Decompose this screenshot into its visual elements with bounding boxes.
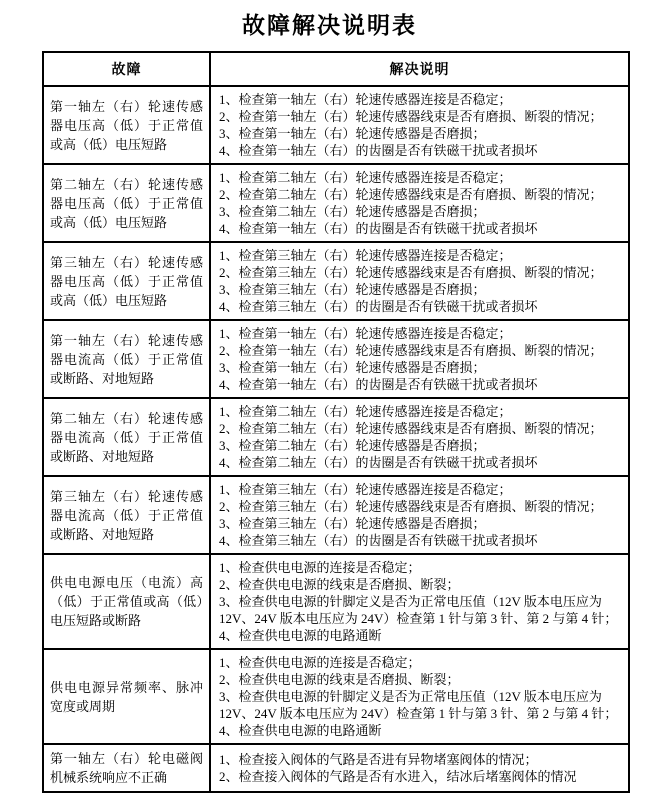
fault-cell: 第二轴左（右）轮速传感器电流高（低）于正常值或断路、对地短路 bbox=[43, 398, 210, 476]
solution-cell bbox=[210, 86, 629, 164]
solution-line: 1、检查供电电源的连接是否稳定； bbox=[219, 560, 421, 575]
solution-line: 1、检查接入阀体的气路是否进有异物堵塞阀体的情况； bbox=[219, 752, 538, 767]
solution-line: 4、检查第一轴左（右）的齿圈是否有铁磁干扰或者损坏 bbox=[219, 377, 538, 392]
solution-line: 4、检查供电电源的电路通断 bbox=[219, 723, 382, 738]
solution-line: 4、检查第三轴左（右）的齿圈是否有铁磁干扰或者损坏 bbox=[219, 299, 538, 314]
solution-line: 3、检查第二轴左（右）轮速传感器是否磨损； bbox=[219, 438, 486, 453]
column-header-fault: 故障 bbox=[43, 52, 210, 86]
fault-cell: 第一轴左（右）轮速传感器电压高（低）于正常值或高（低）电压短路 bbox=[43, 86, 210, 164]
solution-line: 3、检查供电电源的针脚定义是否为正常电压值（12V 版本电压应为 12V、24V 版本电压应为 24V）检查第 1 针与第 3 针、第 2 与第 4 针； bbox=[219, 594, 618, 626]
solution-line: 2、检查接入阀体的气路是否有水进入，结冰后堵塞阀体的情况 bbox=[219, 769, 577, 784]
solution-line: 2、检查第三轴左（右）轮速传感器线束是否有磨损、断裂的情况； bbox=[219, 265, 603, 280]
solution-cell bbox=[210, 744, 629, 792]
solution-line: 1、检查供电电源的连接是否稳定； bbox=[219, 655, 421, 670]
solution-line: 3、检查第三轴左（右）轮速传感器是否磨损； bbox=[219, 282, 486, 297]
solution-line: 2、检查第二轴左（右）轮速传感器线束是否有磨损、断裂的情况； bbox=[219, 187, 603, 202]
solution-line: 2、检查第二轴左（右）轮速传感器线束是否有磨损、断裂的情况； bbox=[219, 421, 603, 436]
solution-cell bbox=[210, 476, 629, 554]
solution-line: 3、检查第一轴左（右）轮速传感器是否磨损； bbox=[219, 360, 486, 375]
table-row bbox=[43, 744, 629, 792]
solution-line: 4、检查第二轴左（右）的齿圈是否有铁磁干扰或者损坏 bbox=[219, 455, 538, 470]
solution-line: 3、检查第三轴左（右）轮速传感器是否磨损； bbox=[219, 516, 486, 531]
fault-cell: 第三轴左（右）轮速传感器电压高（低）于正常值或高（低）电压短路 bbox=[43, 242, 210, 320]
fault-resolution-table bbox=[42, 51, 630, 793]
solution-line: 3、检查第二轴左（右）轮速传感器是否磨损； bbox=[219, 204, 486, 219]
solution-line: 2、检查第三轴左（右）轮速传感器线束是否有磨损、断裂的情况； bbox=[219, 499, 603, 514]
solution-line: 1、检查第一轴左（右）轮速传感器连接是否稳定； bbox=[219, 326, 512, 341]
solution-cell bbox=[210, 242, 629, 320]
solution-line: 2、检查供电电源的线束是否磨损、断裂； bbox=[219, 672, 460, 687]
solution-line: 2、检查供电电源的线束是否磨损、断裂； bbox=[219, 577, 460, 592]
solution-line: 2、检查第一轴左（右）轮速传感器线束是否有磨损、断裂的情况； bbox=[219, 109, 603, 124]
fault-cell: 第三轴左（右）轮速传感器电流高（低）于正常值或断路、对地短路 bbox=[43, 476, 210, 554]
fault-cell: 第一轴左（右）轮速传感器电流高（低）于正常值或断路、对地短路 bbox=[43, 320, 210, 398]
solution-cell bbox=[210, 554, 629, 649]
solution-line: 1、检查第二轴左（右）轮速传感器连接是否稳定； bbox=[219, 404, 512, 419]
solution-line: 1、检查第二轴左（右）轮速传感器连接是否稳定； bbox=[219, 170, 512, 185]
fault-cell: 第二轴左（右）轮速传感器电压高（低）于正常值或高（低）电压短路 bbox=[43, 164, 210, 242]
column-header-solution: 解决说明 bbox=[210, 52, 629, 86]
table-row bbox=[43, 476, 629, 554]
solution-line: 3、检查供电电源的针脚定义是否为正常电压值（12V 版本电压应为 12V、24V 版本电压应为 24V）检查第 1 针与第 3 针、第 2 与第 4 针； bbox=[219, 689, 618, 721]
solution-line: 1、检查第三轴左（右）轮速传感器连接是否稳定； bbox=[219, 482, 512, 497]
table-body bbox=[43, 86, 629, 792]
solution-line: 4、检查第一轴左（右）的齿圈是否有铁磁干扰或者损坏 bbox=[219, 221, 538, 236]
table-row bbox=[43, 320, 629, 398]
fault-cell: 供电电源异常频率、脉冲宽度或周期 bbox=[43, 649, 210, 744]
solution-line: 1、检查第三轴左（右）轮速传感器连接是否稳定； bbox=[219, 248, 512, 263]
solution-line: 1、检查第一轴左（右）轮速传感器连接是否稳定； bbox=[219, 92, 512, 107]
page-title: 故障解决说明表 bbox=[242, 13, 417, 38]
table-row bbox=[43, 164, 629, 242]
solution-cell bbox=[210, 320, 629, 398]
solution-cell bbox=[210, 649, 629, 744]
solution-cell bbox=[210, 398, 629, 476]
table-row bbox=[43, 398, 629, 476]
table-header-row bbox=[43, 52, 629, 86]
solution-line: 4、检查第三轴左（右）的齿圈是否有铁磁干扰或者损坏 bbox=[219, 533, 538, 548]
fault-cell: 第一轴左（右）轮电磁阀机械系统响应不正确 bbox=[43, 744, 210, 792]
solution-line: 3、检查第一轴左（右）轮速传感器是否磨损； bbox=[219, 126, 486, 141]
fault-cell: 供电电源电压（电流）高（低）于正常值或高（低）电压短路或断路 bbox=[43, 554, 210, 649]
solution-line: 4、检查第一轴左（右）的齿圈是否有铁磁干扰或者损坏 bbox=[219, 143, 538, 158]
solution-line: 2、检查第一轴左（右）轮速传感器线束是否有磨损、断裂的情况； bbox=[219, 343, 603, 358]
solution-line: 4、检查供电电源的电路通断 bbox=[219, 628, 382, 643]
table-row bbox=[43, 86, 629, 164]
table-row bbox=[43, 649, 629, 744]
table-row bbox=[43, 554, 629, 649]
table-row bbox=[43, 242, 629, 320]
solution-cell bbox=[210, 164, 629, 242]
